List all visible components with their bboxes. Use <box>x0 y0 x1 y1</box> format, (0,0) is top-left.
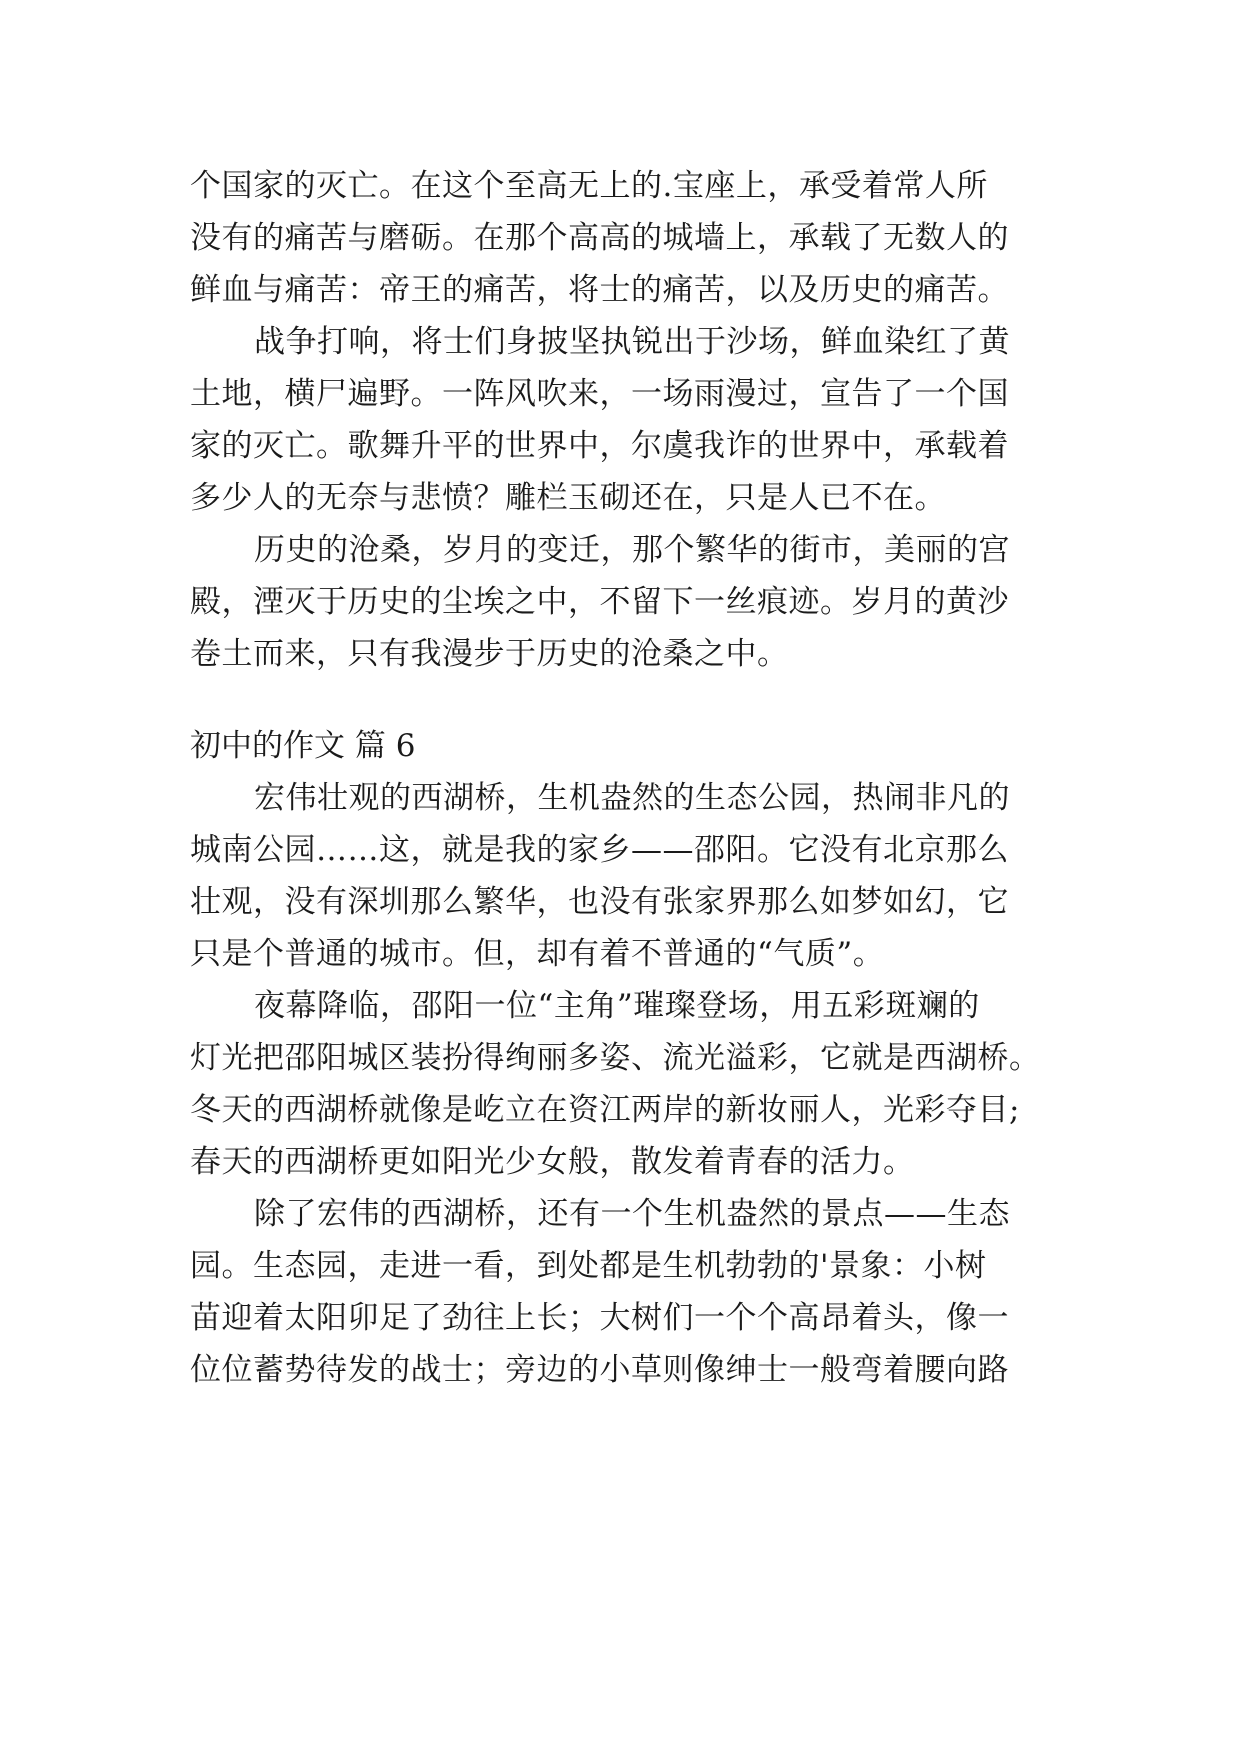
text-line: 位位蓄势待发的战士；旁边的小草则像绅士一般弯着腰向路 <box>190 1352 1009 1388</box>
text-line: 历史的沧桑，岁月的变迁，那个繁华的街市，美丽的宫 <box>254 532 1010 568</box>
text-line: 宏伟壮观的西湖桥，生机盎然的生态公园，热闹非凡的 <box>254 780 1010 816</box>
paragraph <box>190 1188 1060 1396</box>
text-line: 卷土而来，只有我漫步于历史的沧桑之中。 <box>190 636 789 672</box>
text-line: 个国家的灭亡。在这个至高无上的.宝座上，承受着常人所 <box>190 168 988 204</box>
text-line: 苗迎着太阳卯足了劲往上长；大树们一个个高昂着头，像一 <box>190 1300 1009 1336</box>
document-body <box>190 160 1060 1396</box>
paragraph <box>190 524 1060 680</box>
text-line: 战争打响，将士们身披坚执锐出于沙场，鲜血染红了黄 <box>254 324 1010 360</box>
text-line: 园。生态园，走进一看，到处都是生机勃勃的'景象：小树 <box>190 1248 987 1284</box>
text-line: 没有的痛苦与磨砺。在那个高高的城墙上，承载了无数人的 <box>190 220 1009 256</box>
text-line: 多少人的无奈与悲愤？雕栏玉砌还在，只是人已不在。 <box>190 480 946 516</box>
text-line: 鲜血与痛苦：帝王的痛苦，将士的痛苦，以及历史的痛苦。 <box>190 272 1009 308</box>
text-line: 灯光把邵阳城区装扮得绚丽多姿、流光溢彩，它就是西湖桥。 <box>190 1040 1041 1076</box>
text-line: 除了宏伟的西湖桥，还有一个生机盎然的景点——生态 <box>254 1196 1010 1232</box>
text-line: 夜幕降临，邵阳一位“主角”璀璨登场，用五彩斑斓的 <box>254 988 980 1024</box>
text-line: 城南公园……这，就是我的家乡——邵阳。它没有北京那么 <box>190 832 1009 868</box>
section-heading: 初中的作文 篇 6 <box>190 728 416 764</box>
text-line: 殿，湮灭于历史的尘埃之中，不留下一丝痕迹。岁月的黄沙 <box>190 584 1009 620</box>
text-line: 土地，横尸遍野。一阵风吹来，一场雨漫过，宣告了一个国 <box>190 376 1009 412</box>
text-line: 冬天的西湖桥就像是屹立在资江两岸的新妆丽人，光彩夺目; <box>190 1092 1020 1128</box>
text-line: 壮观，没有深圳那么繁华，也没有张家界那么如梦如幻，它 <box>190 884 1009 920</box>
text-line: 春天的西湖桥更如阳光少女般，散发着青春的活力。 <box>190 1144 915 1180</box>
paragraph <box>190 160 1060 316</box>
paragraph <box>190 980 1060 1188</box>
paragraph <box>190 316 1060 524</box>
section-gap <box>190 680 1060 720</box>
text-line: 只是个普通的城市。但，却有着不普通的“气质”。 <box>190 936 885 972</box>
text-line: 家的灭亡。歌舞升平的世界中，尔虞我诈的世界中，承载着 <box>190 428 1009 464</box>
paragraph <box>190 772 1060 980</box>
